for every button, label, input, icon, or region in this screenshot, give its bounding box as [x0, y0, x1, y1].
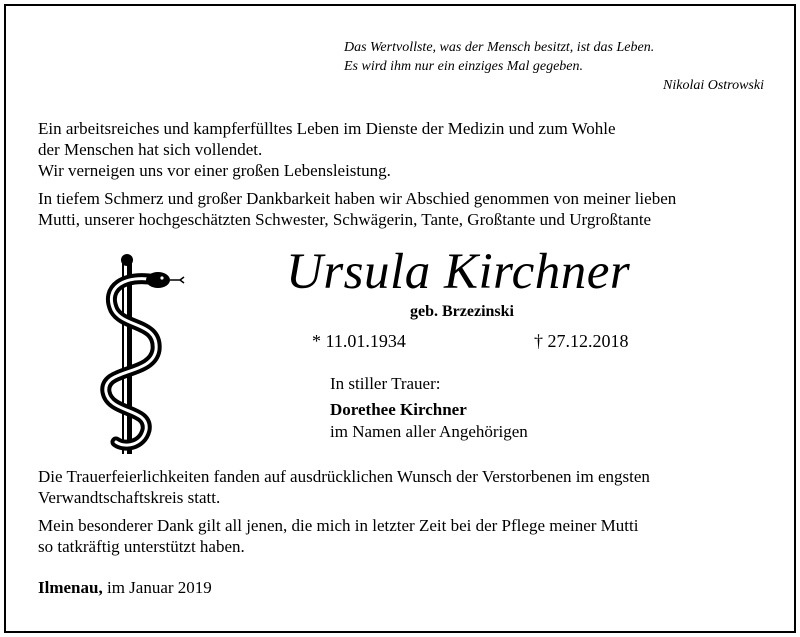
- signoff-date: im Januar 2019: [106, 578, 212, 597]
- announcement-line: Mutti, unserer hochgeschätzten Schwester, Schwägerin, Tante, Großtante und Urgroßtante: [38, 210, 652, 229]
- announcement-paragraph: [38, 188, 778, 230]
- signoff-place: Ilmenau,: [38, 578, 103, 597]
- quote-line: Das Wertvollste, was der Mensch besitzt, ist das Leben.: [344, 40, 655, 55]
- intro-line: Ein arbeitsreiches und kampferfülltes Leben im Dienste der Medizin und zum Wohle: [38, 119, 616, 138]
- thanks-line: so tatkräftig unterstützt haben.: [38, 537, 245, 556]
- death-date: † 27.12.2018: [534, 331, 629, 351]
- intro-line: Wir verneigen uns vor einer großen Lebensleistung.: [38, 161, 391, 180]
- epigraph-quote: [344, 38, 764, 95]
- intro-line: der Menschen hat sich vollendet.: [38, 140, 263, 159]
- intro-paragraph: [38, 118, 768, 181]
- signoff: [38, 577, 212, 599]
- funeral-paragraph: [38, 466, 778, 508]
- deceased-name: Ursula Kirchner: [286, 244, 631, 300]
- mourning-intro: In stiller Trauer:: [330, 374, 441, 393]
- funeral-line: Die Trauerfeierlichkeiten fanden auf ausdrücklichen Wunsch der Verstorbenen im engsten: [38, 467, 650, 486]
- birth-date: * 11.01.1934: [312, 331, 406, 351]
- on-behalf-line: im Namen aller Angehörigen: [330, 422, 528, 441]
- thanks-line: Mein besonderer Dank gilt all jenen, die mich in letzter Zeit bei der Pflege meiner Mutti: [38, 516, 639, 535]
- mourners-block: [330, 373, 528, 443]
- announcement-line: In tiefem Schmerz und großer Dankbarkeit haben wir Abschied genommen von meiner lieben: [38, 189, 677, 208]
- funeral-line: Verwandtschaftskreis statt.: [38, 488, 221, 507]
- maiden-name: geb. Brzezinski: [410, 303, 514, 320]
- quote-author: Nikolai Ostrowski: [663, 78, 764, 93]
- thanks-paragraph: [38, 515, 778, 557]
- quote-line: Es wird ihm nur ein einziges Mal gegeben.: [344, 59, 584, 74]
- rod-of-asclepius-icon: [84, 250, 194, 460]
- mourner-name: Dorethee Kirchner: [330, 400, 467, 419]
